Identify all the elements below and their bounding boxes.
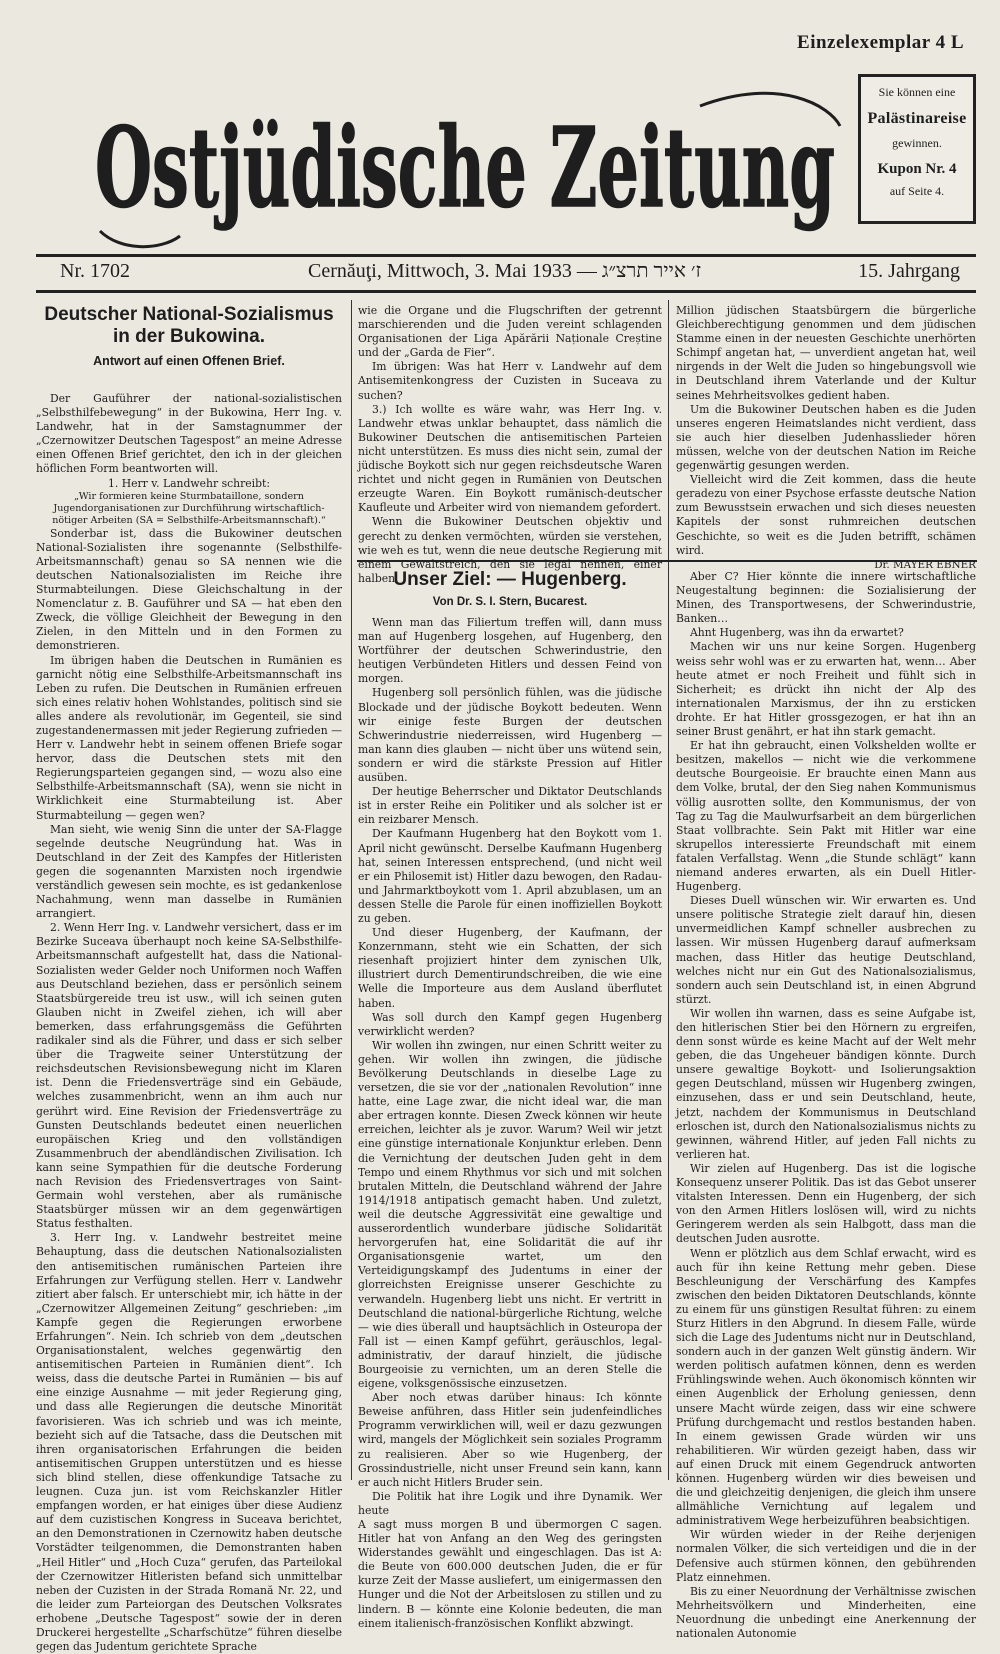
article-2-title: Unser Ziel: — Hugenberg. (393, 569, 627, 590)
masthead-title: Ostjüdische Zeitung (95, 103, 835, 232)
article-2-body (358, 616, 662, 1630)
article-1-paragraph: 3. Herr Ing. v. Landwehr bestreitet meine Behauptung, dass die deutschen Nationalsozialisten den antisemitischen rumänischen Parteien ihre Erfahrungen zur Verfügung stellen. Herr v. Landwehr zitiert aber falsch. Er unterschiebt mir, ich hätte in der „Czernowitzer Allgemeinen Zeitung“ geschrieben: „im Kampfe gegen die Regierungen erworbene Erfahrungen“. Nein. Ich schrieb von dem „deutschen Organisationstalent, welches gegenwärtig den antisemitischen Parteien in Rumänien dient“. Ich weiss, dass die deutsche Partei in Rumänien — bis auf eine einzige Ausnahme — mit jeder Regierung ging, und dass alle Regierungen die deutsche Minorität favorisieren. Was ich schrieb und was ich meinte, bezieht sich auf die Tatsache, dass die Deutschen mit ihren organisatorischen Erfahrungen die beiden antisemitischen Gruppen unterstützen und es hiesse sich blind stellen, diese offenkundige Tatsache zu leugnen. Cuza jun. ist vom Reichskanzler Hitler empfangen worden, er hat einiges über diese Audienz auf dem cuzistischen Kongress in Suceava berichtet, an den Demonstrationen in Czernowitz haben deutsche Vorstädter teilgenommen, die Demonstranten haben „Heil Hitler“ und „Hoch Cuza“ gerufen, das Parteilokal der Czernowitzer Hitleristen befand sich unmittelbar neben der Cuzisten in der Strada Romană Nr. 22, und die leider zum Parteiorgan des Deutschen Volksrates erhobene „Deutsche Tagespost“ sowie der in deren Druckerei hergestellte „Scharfschütze“ führen dieselbe gegen das Judentum gerichtete Sprache (36, 1231, 342, 1654)
dateline-bar (60, 258, 960, 288)
article-2-paragraph: Wir wollen ihn zwingen, nur einen Schritt weiter zu gehen. Wir wollen ihn zwingen, die jüdische Bevölkerung Deutschlands in dieselbe Lage zu versetzen, die sie vor der „nationalen Revolution“ inne hatte, eine Lage zwar, die nicht ideal war, die man aber ertragen konnte. Diesen Zweck können wir heute erreichen, leichter als je zuvor. Warum? Weil wir jetzt eine günstige internationale Konjunktur erleben. Denn die Vernichtung der deutschen Juden geht in dem Tempo und einem Rhythmus vor sich und mit solchen brutalen Mitteln, die Deutschland während der Jahre 1914/1918 antipatisch gemacht haben. Und zuletzt, weil die deutsche Aggressivität eine gewaltige und ausserordentlich wunderbare jüdische Solidarität hervorgerufen hat, eine Solidarität die auf ihr Organisationsgenie wartet, um den Verteidigungskampf des Judentums in einer der glorreichsten Ereignisse unserer Geschichte zu verwandeln. Hugenberg liebt uns nicht. Er vertritt in Deutschland die national-bürgerliche Richtung, welche — wie dies überall und hauptsächlich in Osteuropa der Fall ist — einen Kampf geführt, geräuschlos, legal-administrativ, der darauf hinzielt, die jüdische Bourgeoisie zu vernichten, um an deren Stelle die eigene, volksgenössische einzusetzen. (358, 1038, 662, 1391)
promo-box (858, 74, 976, 224)
article-2-paragraph: Die Politik hat ihre Logik und ihre Dynamik. Wer heute (358, 1489, 662, 1517)
column-rule-1 (351, 300, 352, 1480)
article-1-header (36, 304, 342, 368)
article-2-continuation (676, 570, 976, 1641)
article-1-paragraph: 3.) Ich wollte es wäre wahr, was Herr Ing. v. Landwehr etwas unklar behauptet, dass nämlich die Bukowiner Deutschen die antisemitischen Parteien nicht unterstützen. Es muss dies nicht sein, zumal der jüdische Boykott sich nur gegen reichsdeutsche Waren richtet und nicht gegen in Rumänien von Deutschen erzeugte Waren. Ein Boykott rumänisch-deutscher Kaufleute und Arbeiter wird von niemandem gefordert. (358, 402, 662, 515)
column-rule-2 (668, 300, 669, 1480)
article-1-paragraph: Man sieht, wie wenig Sinn die unter der SA-Flagge segelnde deutsche Neugründung hat. Was in Deutschland in der Zeit des Kampfes der Hitleristen gegen die sogenannten Marxisten noch irgendwie verständlich gewesen sein mochte, es ist gedankenlose Nachahmung, wenn man dasselbe in Rumänien arrangiert. (36, 822, 342, 921)
article-1-paragraph: Im übrigen: Was hat Herr v. Landwehr auf dem Antisemitenkongress der Cuzisten in Suceava zu suchen? (358, 360, 662, 402)
article-1-paragraph: wie die Organe und die Flugschriften der getrennt marschierenden und die Juden vereint schlagenden Organisationen der Liga Apărării Naționale Creștine und der „Garda de Fier“. (358, 304, 662, 360)
masthead (80, 66, 850, 256)
article-1-subtitle: Antwort auf einen Offenen Brief. (93, 354, 285, 368)
article-2-paragraph: Wir zielen auf Hugenberg. Das ist die logische Konsequenz unserer Politik. Das ist das Gebot unserer vitalsten Interessen. Denn ein Hugenberg, der sich von den Armen Hitlers loslösen will, wird zu nichts Geringerem werden als sein Halbgott, dass man die deutschen Juden ausrotte. (676, 1161, 976, 1246)
article-2-paragraph: Hugenberg soll persönlich fühlen, was die jüdische Blockade und der jüdische Boykott bedeuten. Wenn wir einige feste Burgen der deutschen Schwerindustrie niederreissen, wird Hugenberg — man kann dies glauben — nicht über uns wütend sein, sondern er wird die stärkste Pression auf Hitler ausüben. (358, 686, 662, 785)
article-1-paragraph: Der Gauführer der national-sozialistischen „Selbsthilfebewegung“ in der Bukowina, Herr Ing. v. Landwehr, hat in der Samstagnummer der „Czernowitzer Deutschen Tagespost“ an meine Adresse einen Offenen Brief gerichtet, den ich in der gleichen höflichen Form beantworten will. (36, 392, 342, 476)
article-2-paragraph: Wir wollen ihn warnen, dass es seine Aufgabe ist, den hitlerischen Stier bei den Hörnern zu ergreifen, denn sonst würde es keine Macht auf der Welt mehr geben, die das Ungeheuer bändigen könnte. Durch unsere gewaltige Boykott- und Isolierungsaktion gegen Deutschland, müssen wir Hugenberg zwingen, einzusehen, dass er und sein Deutschland, heute, jetzt, nachdem der Kommunismus in Deutschland erloschen ist, durch den Nationalsozialismus nichts zu gewinnen, während Hitler, auf jeden Fall nichts zu verlieren hat. (676, 1006, 976, 1161)
article-1-paragraph: 1. Herr v. Landwehr schreibt: (107, 476, 271, 490)
article-1-paragraph: Vielleicht wird die Zeit kommen, dass die heute geradezu von einer Psychose erfasste deutsche Nation zum Bewusstsein erwachen und sich dieses neuesten Kapitels der sonst ruhmreichen deutschen Geschichte, so weit es die Juden betrifft, schämen wird. (676, 473, 976, 557)
promo-line-2: Palästinareise (867, 110, 967, 127)
masthead-flourish-left (100, 231, 180, 247)
header-rule-top (36, 254, 976, 257)
article-2-paragraph: Was soll durch den Kampf gegen Hugenberg verwirklicht werden? (358, 1010, 662, 1038)
article-2-paragraph: Wenn er plötzlich aus dem Schlaf erwacht, wird es auch für ihn keine Rettung mehr geben. Diese Beschleunigung der Verschärfung des Kampfes zwischen den beiden Diktatoren Deutschlands, könnte zu einem für uns günstigen Resultat führen: zu einem Sturz Hitlers in den Abgrund. In diesem Falle, würde sich die Lage des Judentums nicht nur in Deutschland, sondern auch in der ganzen Welt günstig ändern. Wir werden politisch aufatmen können, denn es werden Frühlingswinde wehen. Auch ökonomisch könnten wir einen Augenblick der Erholung geniessen, denn unsere Macht würde zeigen, dass wir eine schwere Prüfung durchgemacht und restlos bestanden haben. In einem gewissen Grade würden wir uns rehabilitieren. Wir würden gezeigt haben, dass wir auf einen Druck mit einem Gegendruck antworten können. Hugenberg würden wir dies beweisen und die und gleichzeitig denjenigen, die gleich ihm unsere allmähliche Vernichtung auf legalem und administrativem Wege herbeizuführen beabsichtigen. (676, 1246, 976, 1528)
article-1-title: Deutscher National-Sozialismus in der Bukowina. (44, 304, 334, 347)
promo-line-1: Sie können eine (878, 85, 956, 99)
article-2-paragraph: Wenn man das Filiertum treffen will, dann muss man auf Hugenberg losgehen, auf Hugenberg, den Wortführer der deutschen Schwerindustrie, den heutigen Verbündeten Hitlers und dessen Feind von morgen. (358, 616, 662, 686)
article-2-paragraph: Aber noch etwas darüber hinaus: Ich könnte Beweise anführen, dass Hitler sein judenfeindliches Programm verwirklichen will, weil er dazu gezwungen wird, mangels der Möglichkeit sein soziales Programm zu realisieren. Aber so wie Hugenberg, der Grossindustrielle, nicht unser Freund sein kann, kann er auch nicht Hitlers Bruder sein. (358, 1391, 662, 1489)
article-2-paragraph: Der Kaufmann Hugenberg hat den Boykott vom 1. April nicht gewünscht. Derselbe Kaufmann Hugenberg hat, seinen Interessen entsprechend, (und nicht weil er ein Philosemit ist) Hitler dazu bewogen, den Radau- und Jahrmarktboykott vom 1. April abzublasen, um an dessen Stelle die Parole für einen inoffiziellen Boykott zu geben. (358, 827, 662, 925)
price-label: Einzelexemplar 4 L (797, 32, 964, 53)
article-2-paragraph: Dieses Duell wünschen wir. Wir erwarten es. Und unsere politische Strategie zielt darauf hin, diesen unvermeidlichen Kampf schneller ausbrechen zu lassen. Wir müssen Hugenberg darauf aufmerksam machen, dass Hitler das heutige Deutschland, welches nicht nur ein Gut des Nationalsozialismus, sondern auch sein Deutschland ist, in einen Abgrund stürzt. (676, 894, 976, 1006)
promo-line-4: Kupon Nr. 4 (877, 161, 957, 177)
article-2-paragraph: Der heutige Beherrscher und Diktator Deutschlands ist in erster Reihe ein Politiker und als solcher ist er ein reizbarer Mensch. (358, 785, 662, 827)
article-2-paragraph: Er hat ihn gebraucht, einen Volkshelden wollte er besitzen, makellos — nicht wie die verkommene deutsche Bourgeoisie. Er brauchte einen Mann aus dem Volke, brutal, der den Sieg nahen Kommunismus völlig ausrotten sollte, den Kommunismus, der von Tag zu Tag die Maulwurfsarbeit an dem bürgerlichen Staat vollbrachte. Sein Pakt mit Hitler war eine skrupellos interessierte Freundschaft mit einem fatalen Verfallstag. Wenn „die Stunde schlägt“ kann niemand anderes erwarten, als ein Duell Hitler-Hugenberg. (676, 739, 976, 894)
issue-number: Nr. 1702 (60, 260, 130, 282)
promo-line-3: gewinnen. (892, 136, 942, 150)
article-1-paragraph: Im übrigen haben die Deutschen in Rumänien es garnicht nötig eine Selbsthilfe-Arbeitsmannschaft ins Leben zu rufen. Die Deutschen in Rumänien erfreuen sich eines relativ hohen Wohlstandes, politisch sind sie alles andere als revolutionär, im Gegenteil, sie sind zugestandenermassen mit jeder Regierung zufrieden — Herr v. Landwehr hebt in seinem offenen Briefe sogar hervor, dass die Deutschen stets mit den Regierungsparteien gegangen sind, — wozu also eine Selbsthilfe-Arbeitsmannschaft (SA), wenn sie nicht in Wirklichkeit eine Sturmabteilung ist. Aber Sturmabteilung — gegen wen? (36, 653, 342, 822)
article-1-paragraph: Sonderbar ist, dass die Bukowiner deutschen National-Sozialisten ihre sogenannte (Selbsthilfe-Arbeitsmannschaft) genau so SA nennen wie die deutschen Nationalsozialisten im Reiche ihre Sturmabteilungen. Diese Gleichschaltung in der Nomenclatur z. B. Gauführer und SA — hat eben den Zweck, die völlige Gleichheit der Bewegung in den Zielen, in den Mitteln und in den Formen zu demonstrieren. (36, 526, 342, 653)
article-1-paragraph: Wenn die Bukowiner Deutschen objektiv und gerecht zu denken vermöchten, würden sie verstehen, wie weh es tut, wenn die neue deutsche Regierung mit einem Gewaltstreich, den sie legal nennen, einer halben (358, 515, 662, 585)
article-2-paragraph: Bis zu einer Neuordnung der Verhältnisse zwischen Mehrheitsvölkern und Minderheiten, eine Neuordnung die unbedingt eine Anerkennung der nationalen Autonomie (676, 1584, 976, 1641)
article-2-paragraph: A sagt muss morgen B und übermorgen C sagen. Hitler hat von Anfang an den Weg des geringsten Widerstandes gewählt und eingeschlagen. Das ist A: die Beute von 600.000 deutschen Juden, die er für kurze Zeit der Masse ausliefert, um einigermassen den Hunger und die Not der Arbeitslosen zu stillen und zu lindern. B — könnte eine Kolonie bedeuten, die man einem italienisch-französischen Konflikt abzwingt. (358, 1518, 662, 1630)
article-2-paragraph: Machen wir uns nur keine Sorgen. Hugenberg weiss sehr wohl was er zu erwarten hat, wenn… Aber heute atmet er noch Freiheit und fühlt sich in Sicherheit; es drückt ihn nicht der Alp des internationalen Marxismus, der ihn zu ersticken drohte. Er hat Hitler grossgezogen, er hat ihn an seiner Brust genährt, er hat ihn stark gemacht. (676, 640, 976, 739)
article-1-quote: „Wir formieren keine Sturmbataillone, sondern Jugendorganisationen zur Durchführung wirtschaftlich-nötiger Arbeiten (SA = Selbsthilfe-Arbeitsmannschaft).“ (52, 490, 326, 526)
volume: 15. Jahrgang (858, 260, 960, 282)
article-2-paragraph: Wir würden wieder in der Reihe derjenigen normalen Völker, die sich verteidigen und die in der Defensive auch stürmen können, den gebührenden Platz einnehmen. (676, 1528, 976, 1584)
article-2-header (358, 568, 662, 608)
article-1-paragraph: Million jüdischen Staatsbürgern die bürgerliche Gleichberechtigung genommen und dem jüdischen Stamme einen in der neuesten Geschichte unerhörten Schimpf angetan hat, — unverdient angetan hat, weil nirgends in der Welt die Juden so hingebungsvoll wie in Deutschland ihrem Vaterlande und der Kultur seines Mehrheitsvolkes gedient haben. (676, 304, 976, 402)
header-rule-bottom (36, 290, 976, 293)
article-2-paragraph: Und dieser Hugenberg, der Kaufmann, der Konzernmann, steht wie ein Schatten, der sich riesenhaft projiziert hinter dem zynischen Ulk, illustriert durch Dementirundschreiben, die wie eine Welle die Importeure aus dem Ausland überflutet haben. (358, 926, 662, 1010)
article-1-continuation-b (676, 304, 976, 571)
article-2-paragraph: Aber C? Hier könnte die innere wirtschaftliche Neugestaltung beginnen: die Sozialisierung der Minen, des Transportwesens, der Schwerindustrie, Banken… (676, 570, 976, 626)
article-1-paragraph: Um die Bukowiner Deutschen haben es die Juden unseres engeren Heimatslandes nicht verdient, dass sie auch hier dieselben Judenhasslieder hören müssen, welche von der deutschen Nation im Reiche gegenwärtig gesungen werden. (676, 402, 976, 473)
article-2-paragraph: Ahnt Hugenberg, was ihn da erwartet? (690, 626, 904, 640)
article-1-body (36, 392, 342, 1654)
dateline: Cernăuţi, Mittwoch, 3. Mai 1933 — ז׳ אייר תרצ״ג (308, 260, 702, 282)
promo-line-5: auf Seite 4. (889, 184, 945, 198)
article-2-byline: Von Dr. S. I. Stern, Bucarest. (432, 596, 588, 608)
article-1-signature: Dr. MAYER EBNER (874, 558, 976, 571)
article-1-paragraph: 2. Wenn Herr Ing. v. Landwehr versichert, dass er im Bezirke Suceava überhaupt noch keine SA-Selbsthilfe-Arbeitsmannschaft aufgestellt hat, dass die National-Sozialisten weder Gelder noch Uniformen noch Waffen aus Deutschland beziehen, dass er persönlich seinem Staatsbürgereide treu ist usw., will ich seinen guten Glauben nicht in Zweifel ziehen, ich will aber bemerken, dass erfahrungsgemäss die Geführten radikaler sind als die Führer, und dass er sich selber über die Tragweite seiner Unterstützung der reichsdeutschen Revisionsbewegung nicht im Klaren ist. Denn die Friedensverträge sind ein Gebäude, welches zusammenbricht, wenn an ihm auch nur gerührt wird. Eine Revision der Friedensverträge zu Gunsten Deutschlands bedeutet einen neuerlichen europäischen Krieg und den vollständigen Zusammenbruch der abendländischen Zivilisation. Ich kann seine Sympathien für die deutsche Forderung nach Revision des Friedensvertrages von Saint-Germain wohl verstehen, aber als rumänische Staatsbürger müssen wir an dem gegenwärtigen Status festhalten. (36, 921, 342, 1231)
